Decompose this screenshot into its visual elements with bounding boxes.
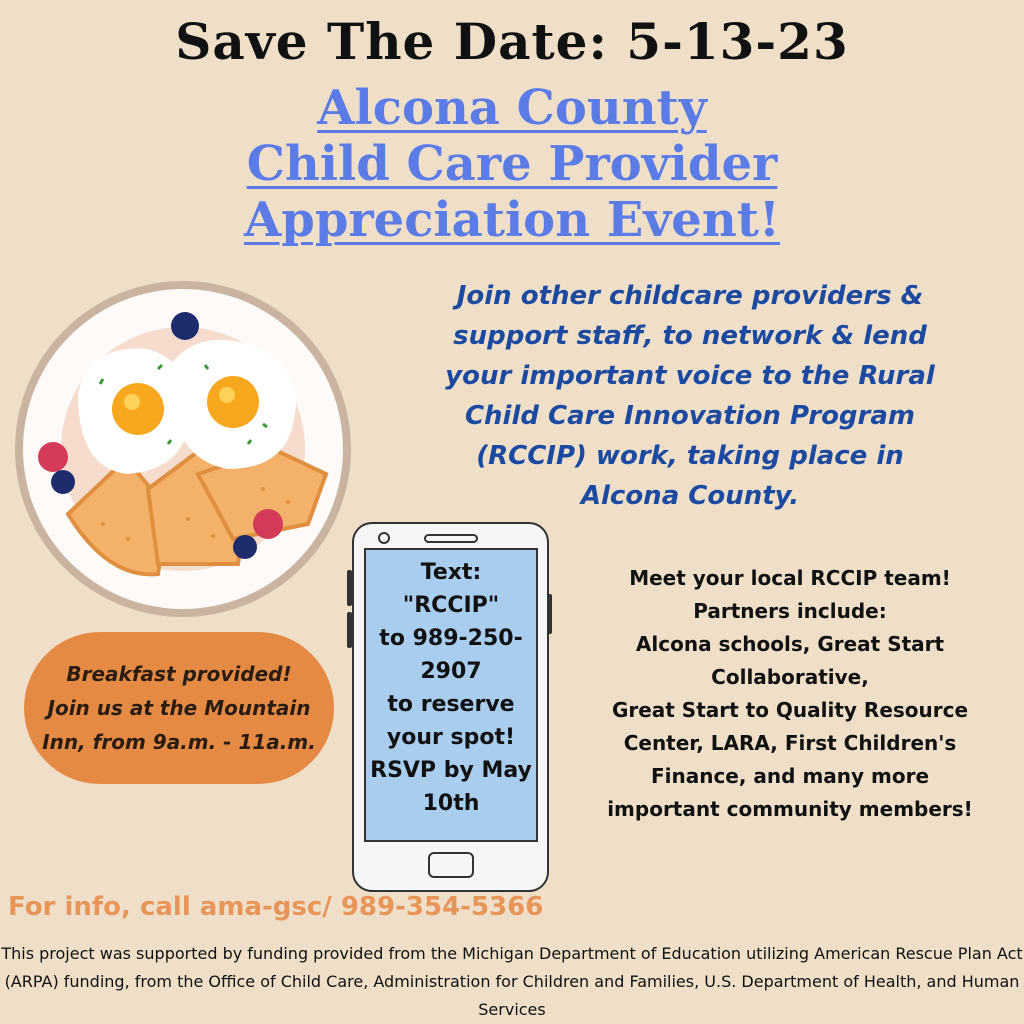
phone-camera-icon (378, 532, 390, 544)
event-title-line-3: Appreciation Event! (244, 192, 780, 248)
event-description: Join other childcare providers & support staff, to network & lend your important voice to the Rural Child Care Innovation Program (RCCIP) work, taking place in Alcona County. (445, 281, 935, 511)
phone-side-button (347, 570, 352, 606)
event-title-line-1: Alcona County (317, 80, 707, 136)
breakfast-plate-illustration (8, 274, 358, 624)
funding-disclaimer: This project was supported by funding provided from the Michigan Department of Education utilizing American Rescue Plan Act (ARPA) funding, from the Office of Child Care, Administration for Children and Families, U.S. Department of Health, and Human Services (1, 944, 1023, 1019)
phone-home-button-icon (428, 852, 474, 878)
phone-screen (364, 548, 538, 842)
breakfast-info-badge (24, 632, 334, 784)
event-title (0, 80, 1024, 248)
phone-side-button (347, 612, 352, 648)
phone-side-button (547, 594, 552, 634)
partners-text: Meet your local RCCIP team! Partners include: Alcona schools, Great Start Collaborative, Great Start to Quality Resource Center, LARA, First Children's Finance, and many more important community members! (607, 566, 973, 821)
event-title-line-2: Child Care Provider (246, 136, 778, 192)
phone-speaker-icon (424, 534, 478, 543)
rsvp-text: Text: "RCCIP" to 989-250- 2907 to reserve your spot! RSVP by May 10th (370, 560, 532, 816)
save-the-date-heading: Save The Date: 5-13-23 (175, 12, 849, 71)
contact-info: For info, call ama-gsc/ 989-354-5366 (8, 892, 544, 922)
breakfast-info-text: Breakfast provided! Join us at the Mountain Inn, from 9a.m. - 11a.m. (42, 662, 316, 754)
phone-illustration (352, 522, 549, 892)
